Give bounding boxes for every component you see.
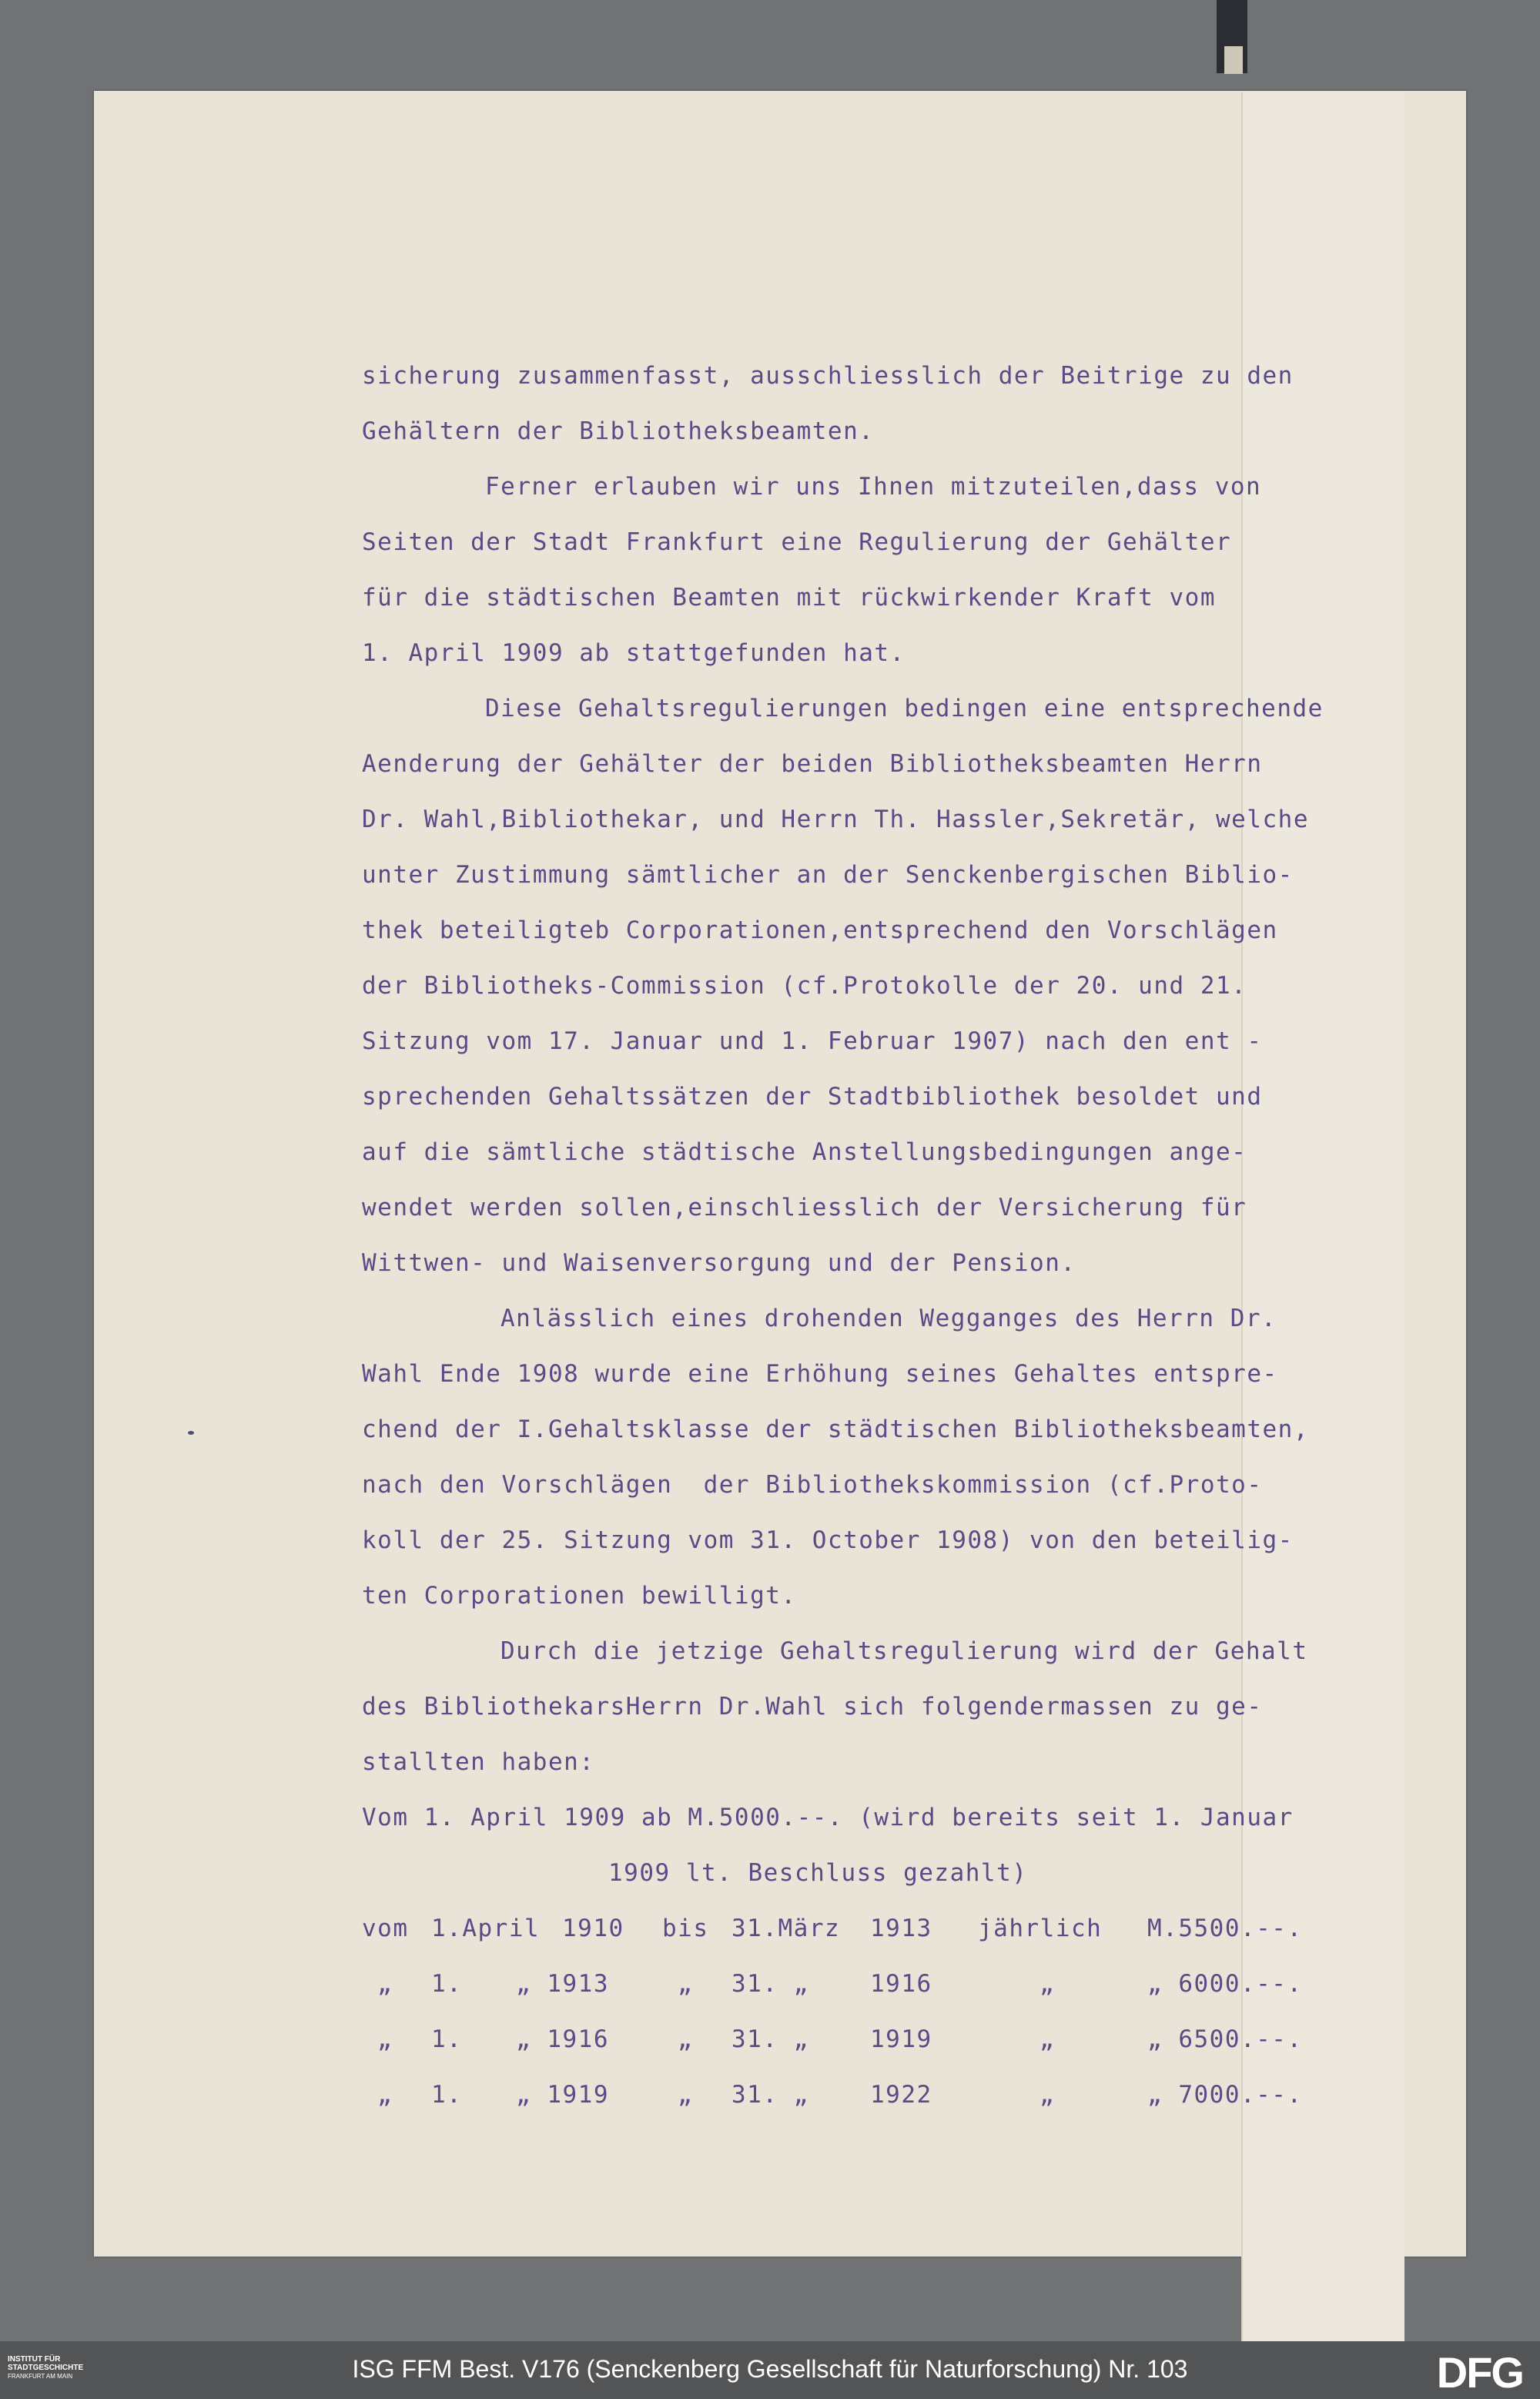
salary-row xyxy=(362,1901,1440,1956)
salary-cell: 1913 xyxy=(870,1915,932,1942)
text-line: Anlässlich eines drohenden Wegganges des Herrn Dr. xyxy=(500,1305,1277,1332)
text-line: koll der 25. Sitzung vom 31. October 1908) von den beteilig- xyxy=(362,1526,1294,1554)
text-line: sprechenden Gehaltssätzen der Stadtbibliothek besoldet und xyxy=(362,1083,1263,1111)
salary-cell: „ 7000.--. xyxy=(1147,2081,1303,2109)
typed-letter-text xyxy=(362,348,1440,2123)
text-line: der Bibliotheks-Commission (cf.Protokolle der 20. und 21. xyxy=(362,972,1247,1000)
dfg-logo: DFG xyxy=(1436,2348,1523,2397)
text-line: Wahl Ende 1908 wurde eine Erhöhung seines Gehaltes entspre- xyxy=(362,1360,1278,1388)
text-line: 1909 lt. Beschluss gezahlt) xyxy=(608,1859,1028,1887)
text-line: thek beteiligteb Corporationen,entsprechend den Vorschlägen xyxy=(362,916,1278,944)
salary-cell: „ 1919 xyxy=(516,2081,609,2109)
text-line: sicherung zusammenfasst, ausschliesslich der Beitrige zu den xyxy=(362,362,1294,390)
salary-cell: vom xyxy=(362,1915,409,1942)
salary-cell: „ xyxy=(678,2081,694,2109)
text-line: Aenderung der Gehälter der beiden Bibliotheksbeamten Herrn xyxy=(362,750,1263,778)
text-line: chend der I.Gehaltsklasse der städtischen Bibliotheksbeamten, xyxy=(362,1416,1309,1443)
text-line: wendet werden sollen,einschliesslich der Versicherung für xyxy=(362,1194,1247,1221)
logo-line: INSTITUT FÜR xyxy=(8,2355,61,2364)
salary-cell: 1. xyxy=(431,2081,463,2109)
salary-cell: 1916 xyxy=(870,1970,932,1998)
logo-line: STADTGESCHICHTE xyxy=(8,2364,84,2372)
salary-cell: „ 1913 xyxy=(516,1970,609,1998)
text-line: 1. April 1909 ab stattgefunden hat. xyxy=(362,639,906,667)
salary-row xyxy=(362,2067,1440,2123)
salary-cell: „ 6500.--. xyxy=(1147,2025,1303,2053)
text-line: auf die sämtliche städtische Anstellungsbedingungen ange- xyxy=(362,1138,1247,1166)
salary-cell: 1.April xyxy=(431,1915,541,1942)
text-line: unter Zustimmung sämtlicher an der Senckenbergischen Biblio- xyxy=(362,861,1294,889)
text-line: Seiten der Stadt Frankfurt eine Regulierung der Gehälter xyxy=(362,528,1232,556)
text-line: Vom 1. April 1909 ab M.5000.--. (wird bereits seit 1. Januar xyxy=(362,1804,1294,1831)
salary-cell: 1919 xyxy=(870,2025,932,2053)
salary-cell: „ 6000.--. xyxy=(1147,1970,1303,1998)
salary-cell: 1. xyxy=(431,1970,463,1998)
archive-footer-bar xyxy=(0,2341,1540,2399)
text-line: des BibliothekarsHerrn Dr.Wahl sich folgendermassen zu ge- xyxy=(362,1693,1263,1721)
text-line: stallten haben: xyxy=(362,1748,595,1776)
text-line: für die städtischen Beamten mit rückwirkender Kraft vom xyxy=(362,584,1216,611)
text-line: Diese Gehaltsregulierungen bedingen eine entsprechende xyxy=(485,695,1324,722)
salary-cell: „ xyxy=(377,1970,393,1998)
logo-line: FRANKFURT AM MAIN xyxy=(8,2373,73,2380)
salary-cell: 1. xyxy=(431,2025,463,2053)
text-line: Sitzung vom 17. Januar und 1. Februar 1907) nach den ent - xyxy=(362,1027,1263,1055)
salary-cell: 31. „ xyxy=(732,2025,809,2053)
salary-cell: „ xyxy=(1040,1970,1056,1998)
salary-cell: „ xyxy=(377,2081,393,2109)
text-line: ten Corporationen bewilligt. xyxy=(362,1582,797,1610)
salary-cell: „ xyxy=(678,1970,694,1998)
salary-cell: 31.März xyxy=(732,1915,841,1942)
archive-signature: ISG FFM Best. V176 (Senckenberg Gesellschaft für Naturforschung) Nr. 103 xyxy=(352,2355,1188,2383)
salary-cell: „ 1916 xyxy=(516,2025,609,2053)
salary-cell: „ xyxy=(377,2025,393,2053)
text-line: Dr. Wahl,Bibliothekar, und Herrn Th. Hassler,Sekretär, welche xyxy=(362,806,1309,833)
salary-cell: „ xyxy=(678,2025,694,2053)
salary-cell: „ xyxy=(1040,2025,1056,2053)
salary-cell: 1922 xyxy=(870,2081,932,2109)
salary-row xyxy=(362,2012,1440,2067)
salary-row xyxy=(362,1956,1440,2012)
salary-cell: 31. „ xyxy=(732,2081,809,2109)
salary-cell: jährlich xyxy=(978,1915,1103,1942)
salary-cell: bis xyxy=(662,1915,709,1942)
salary-cell: „ xyxy=(1040,2081,1056,2109)
text-line: Gehältern der Bibliotheksbeamten. xyxy=(362,417,875,445)
salary-cell: 31. „ xyxy=(732,1970,809,1998)
salary-cell: M.5500.--. xyxy=(1147,1915,1303,1942)
salary-cell: 1910 xyxy=(562,1915,624,1942)
text-line: Durch die jetzige Gehaltsregulierung wird der Gehalt xyxy=(500,1637,1308,1665)
text-line: nach den Vorschlägen der Bibliothekskommission (cf.Proto- xyxy=(362,1471,1263,1499)
text-line: Wittwen- und Waisenversorgung und der Pension. xyxy=(362,1249,1076,1277)
text-line: Ferner erlauben wir uns Ihnen mitzuteilen,dass von xyxy=(485,473,1262,501)
margin-mark xyxy=(188,1431,194,1435)
binding-tab xyxy=(1224,46,1243,74)
